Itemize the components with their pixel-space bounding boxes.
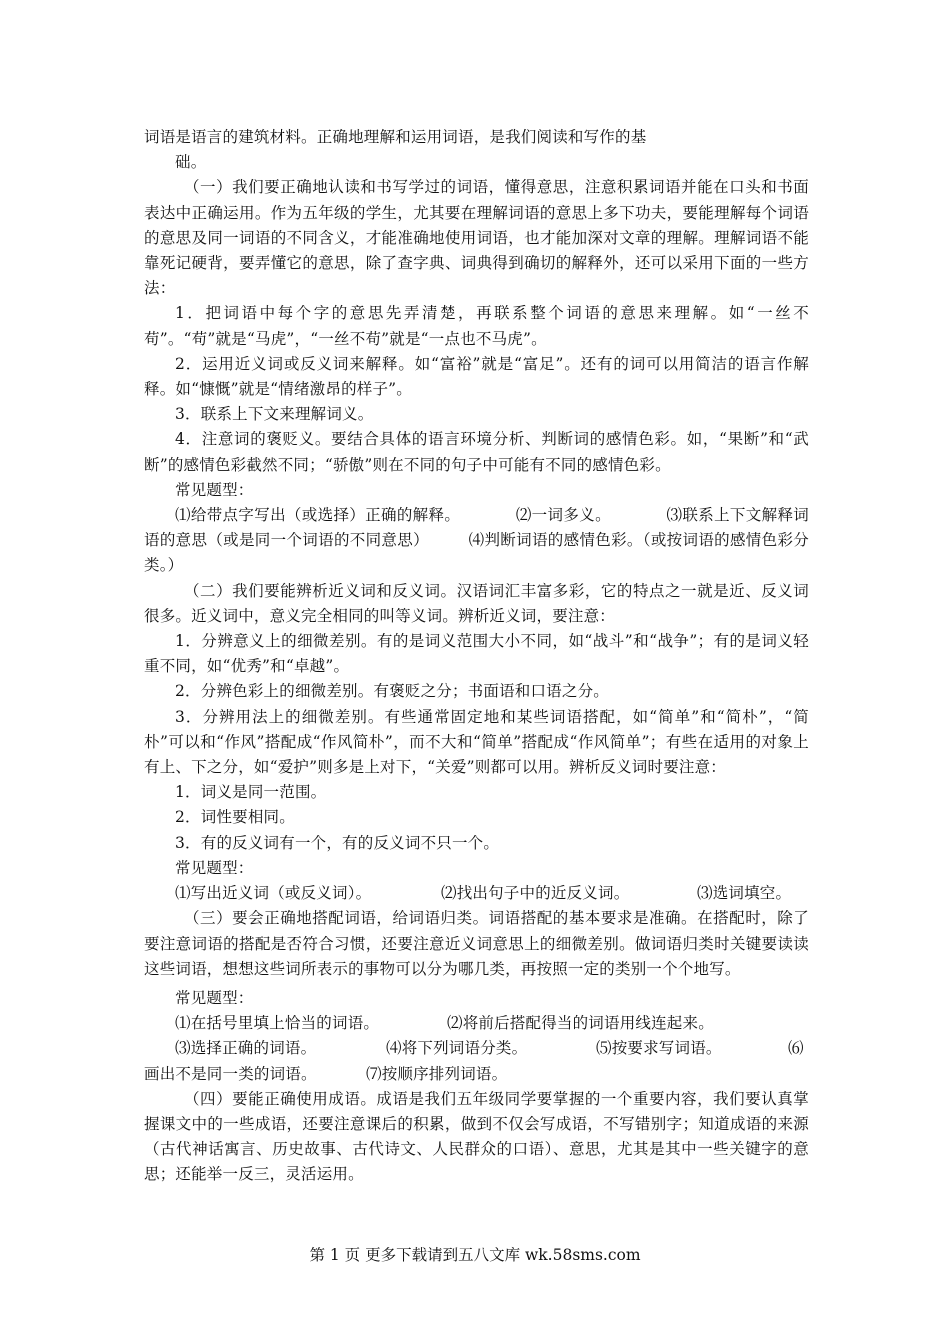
- section3-type-6: ⑹: [788, 1039, 804, 1058]
- document-body: [144, 125, 809, 1188]
- section1-item-4: 4．注意词的褒贬义。要结合具体的语言环境分析、判断词的感情色彩。如，“果断”和“武断”的感情色彩截然不同；“骄傲”则在不同的句子中可能有不同的感情色彩。: [144, 430, 809, 474]
- section1-paragraph: （一）我们要正确地认读和书写学过的词语，懂得意思，注意积累词语并能在口头和书面表达中正确运用。作为五年级的学生，尤其要在理解词语的意思上多下功夫，要能理解每个词语的意思及同一词语的不同含义，才能准确地使用词语，也才能加深对文章的理解。理解词语不能靠死记硬背，要弄懂它的意思，除了查字典、词典得到确切的解释外，还可以采用下面的一些方法：: [144, 178, 809, 298]
- section4-paragraph: （四）要能正确使用成语。成语是我们五年级同学要掌握的一个重要内容，我们要认真掌握课文中的一些成语，还要注意课后的积累，做到不仅会写成语，不写错别字；知道成语的来源（古代神话寓言、历史故事、古代诗文、人民群众的口语）、意思，尤其是其中一些关键字的意思；还能举一反三，灵活运用。: [144, 1089, 809, 1184]
- section3-types-row-3: [144, 1062, 809, 1087]
- section3-type-6-cont: 画出不是同一类的词语。: [144, 1064, 317, 1083]
- section1-item-3: 3．联系上下文来理解词义。: [175, 405, 374, 424]
- section1-item-1: 1．把词语中每个字的意思先弄清楚，再联系整个词语的意思来理解。如“一丝不苟”。“苟”就是“马虎”，“一丝不苟”就是“一点也不马虎”。: [144, 304, 809, 348]
- section2-paragraph: （二）我们要能辨析近义词和反义词。汉语词汇丰富多彩，它的特点之一就是近、反义词很多。近义词中，意义完全相同的叫等义词。辨析近义词，要注意：: [144, 581, 809, 625]
- intro-line-2: 础。: [175, 153, 207, 172]
- intro-line-1: 词语是语言的建筑材料。正确地理解和运用词语，是我们阅读和写作的基: [144, 128, 647, 146]
- section2-item-3: 3．分辨用法上的细微差别。有些通常固定地和某些词语搭配，如“简单”和“简朴”，“简朴”可以和“作风”搭配成“作风简朴”，而不大和“简单”搭配成“作风简单”；有些在适用的对象上有上、下之分，如“爱护”则多是上对下，“关爱”则都可以用。辨析反义词时要注意：: [144, 707, 809, 777]
- section2-types-row: [144, 881, 809, 906]
- page-footer: 第 1 页 更多下载请到五八文库 wk.58sms.com: [309, 1246, 641, 1264]
- section3-types-row-2: [144, 1036, 809, 1061]
- section1-types: ⑴给带点字写出（或选择）正确的解释。 ⑵一词多义。 ⑶联系上下文解释词语的意思（或是同一个词语的不同意思） ⑷判断词语的感情色彩。（或按词语的感情色彩分类。）: [144, 506, 809, 575]
- section3-type-2: ⑵将前后搭配得当的词语用线连起来。: [447, 1014, 714, 1033]
- section2-types-label: 常见题型：: [175, 858, 254, 877]
- section3-type-7: ⑺按顺序排列词语。: [366, 1064, 508, 1083]
- section3-type-1: ⑴在括号里填上恰当的词语。: [175, 1014, 380, 1033]
- section3-type-4: ⑷将下列词语分类。: [386, 1039, 528, 1058]
- section3-types-row-1: [144, 1011, 809, 1036]
- section3-type-5: ⑸按要求写词语。: [596, 1039, 722, 1058]
- section2-item-4: 1．词义是同一范围。: [175, 783, 327, 802]
- section2-item-1: 1．分辨意义上的细微差别。有的是词义范围大小不同，如“战斗”和“战争”；有的是词义轻重不同，如“优秀”和“卓越”。: [144, 632, 809, 676]
- section2-type-1: ⑴写出近义词（或反义词）。: [175, 884, 372, 903]
- section2-type-3: ⑶选词填空。: [697, 884, 792, 903]
- section2-item-2: 2．分辨色彩上的细微差别。有褒贬之分；书面语和口语之分。: [175, 682, 609, 701]
- section2-item-6: 3．有的反义词有一个，有的反义词不只一个。: [175, 833, 500, 852]
- section1-item-2: 2．运用近义词或反义词来解释。如“富裕”就是“富足”。还有的词可以用简洁的语言作解释。如“慷慨”就是“情绪激昂的样子”。: [144, 354, 809, 399]
- section2-type-2: ⑵找出句子中的近反义词。: [441, 884, 630, 903]
- section3-paragraph: （三）要会正确地搭配词语，给词语归类。词语搭配的基本要求是准确。在搭配时，除了要注意词语的搭配是否符合习惯，还要注意近义词意思上的细微差别。做词语归类时关键要读读这些词语，想想这些词所表示的事物可以分为哪几类，再按照一定的类别一个个地写。: [144, 909, 809, 978]
- section3-type-3: ⑶选择正确的词语。: [175, 1039, 317, 1058]
- section2-item-5: 2．词性要相同。: [175, 808, 295, 827]
- section3-types-label: 常见题型：: [175, 988, 254, 1007]
- section1-types-label: 常见题型：: [175, 480, 254, 499]
